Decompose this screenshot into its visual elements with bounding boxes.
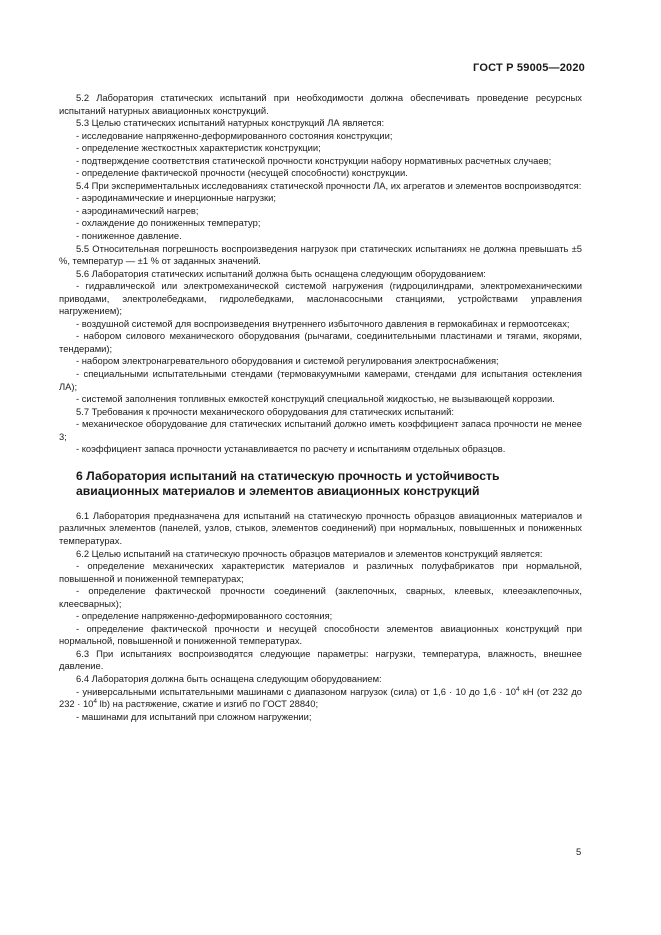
clause-5-4: 5.4 При экспериментальных исследованиях статической прочности ЛА, их агрегатов и элементов воспроизводятся: bbox=[76, 179, 582, 191]
list-item: - определение фактической прочности и несущей способности элементов авиационных конструкций при нормальной, повышенной и пониженной температурах. bbox=[59, 622, 582, 647]
clause-5-6: 5.6 Лаборатория статических испытаний должна быть оснащена следующим оборудованием: bbox=[76, 267, 486, 279]
list-item-text: - универсальными испытательными машинами с диапазоном нагрузок (сила) от 1,6 · 10 до 1,6 · 10 bbox=[76, 685, 516, 697]
list-item: - системой заполнения топливных емкостей конструкций специальной жидкостью, не вызывающей коррозии. bbox=[76, 393, 555, 405]
section-5-text bbox=[59, 92, 582, 456]
document-code: ГОСТ Р 59005—2020 bbox=[473, 62, 585, 74]
list-item: - исследование напряженно-деформированного состояния конструкции; bbox=[76, 129, 393, 141]
list-item: - набором силового механического оборудования (рычагами, соединительными пластинами и тягами, якорями, тендерами); bbox=[59, 330, 582, 354]
list-item: - машинами для испытаний при сложном нагружении; bbox=[76, 710, 312, 722]
page-number: 5 bbox=[576, 846, 582, 857]
list-item: - пониженное давление. bbox=[76, 230, 182, 242]
list-item: - определение фактической прочности (несущей способности) конструкции. bbox=[76, 167, 408, 179]
list-item: - определение механических характеристик материалов и различных полуфабрикатов при нормальной, повышенной и пониженной температурах; bbox=[59, 560, 582, 584]
clause-5-7: 5.7 Требования к прочности механического оборудования для статических испытаний: bbox=[76, 405, 454, 417]
clause-5-3: 5.3 Целью статических испытаний натурных конструкций ЛА является: bbox=[76, 117, 385, 129]
list-item: - механическое оборудование для статических испытаний должно иметь коэффициент запаса прочности не менее 3; bbox=[59, 418, 582, 442]
list-item-text: кН (от 232 до 232 · 10 bbox=[59, 685, 583, 710]
list-item-testing-machines bbox=[59, 686, 582, 711]
list-item: - коэффициент запаса прочности устанавливается по расчету и испытаниям отдельных образцов. bbox=[76, 443, 506, 455]
clause-6-4: 6.4 Лаборатория должна быть оснащена следующим оборудованием: bbox=[76, 672, 382, 684]
list-item: - охлаждение до пониженных температур; bbox=[76, 217, 261, 229]
section-6-text bbox=[59, 510, 582, 723]
list-item: - воздушной системой для воспроизведения внутреннего избыточного давления в гермокабинах и гермоотсеках; bbox=[76, 317, 570, 329]
list-item: - определение напряженно-деформированного состояния; bbox=[76, 610, 333, 622]
list-item: - набором электронагревательного оборудования и системой регулирования электроснабжения; bbox=[76, 355, 499, 367]
list-item: - специальными испытательными стендами (термовакуумными камерами, стендами для испытания остекления ЛА); bbox=[59, 368, 582, 392]
section-6-heading: 6 Лаборатория испытаний на статическую прочность и устойчивость авиационных материалов и элементов авиационных конструкций bbox=[76, 468, 500, 499]
list-item: - аэродинамический нагрев; bbox=[76, 204, 199, 216]
list-item: - определение жесткостных характеристик конструкции; bbox=[76, 142, 321, 154]
list-item: - определение фактической прочности соединений (заклепочных, сварных, клеевых, клееэаклепочных, клеесварных); bbox=[59, 585, 582, 609]
clause-6-1: 6.1 Лаборатория предназначена для испытаний на статическую прочность образцов авиационных материалов и различных элементов (панелей, узлов, стыков, элементов соединений) при нормальных, повышенных и пониженных температурах. bbox=[59, 509, 582, 546]
clause-5-2: 5.2 Лаборатория статических испытаний при необходимости должна обеспечивать проведение ресурсных испытаний натурных авиационных конструкций. bbox=[59, 92, 582, 116]
clause-6-3: 6.3 При испытаниях воспроизводятся следующие параметры: нагрузки, температура, влажность, внешнее давление. bbox=[59, 647, 582, 672]
clause-5-5: 5.5 Относительная погрешность воспроизведения нагрузок при статических испытаниях не должна превышать ±5 %, температур — ±1 % от заданных значений. bbox=[59, 242, 582, 267]
exponent: 4 bbox=[515, 685, 520, 693]
list-item-text: lb) на растяжение, сжатие и изгиб по ГОСТ 28840; bbox=[97, 698, 319, 710]
list-item: - подтверждение соответствия статической прочности конструкции набору нормативных расчетных случаев; bbox=[76, 154, 552, 166]
document-body bbox=[59, 92, 582, 723]
exponent: 4 bbox=[93, 697, 98, 705]
list-item: - аэродинамические и инерционные нагрузки; bbox=[76, 192, 276, 204]
list-item: - гидравлической или электромеханической системой нагружения (гидроцилиндрами, электромеханическими приводами, электролебедками, гидролебедками, маслонасосными станциями, устройствами управления нагружением); bbox=[59, 280, 582, 317]
clause-6-2: 6.2 Целью испытаний на статическую прочность образцов материалов и элементов конструкций является: bbox=[76, 547, 543, 559]
